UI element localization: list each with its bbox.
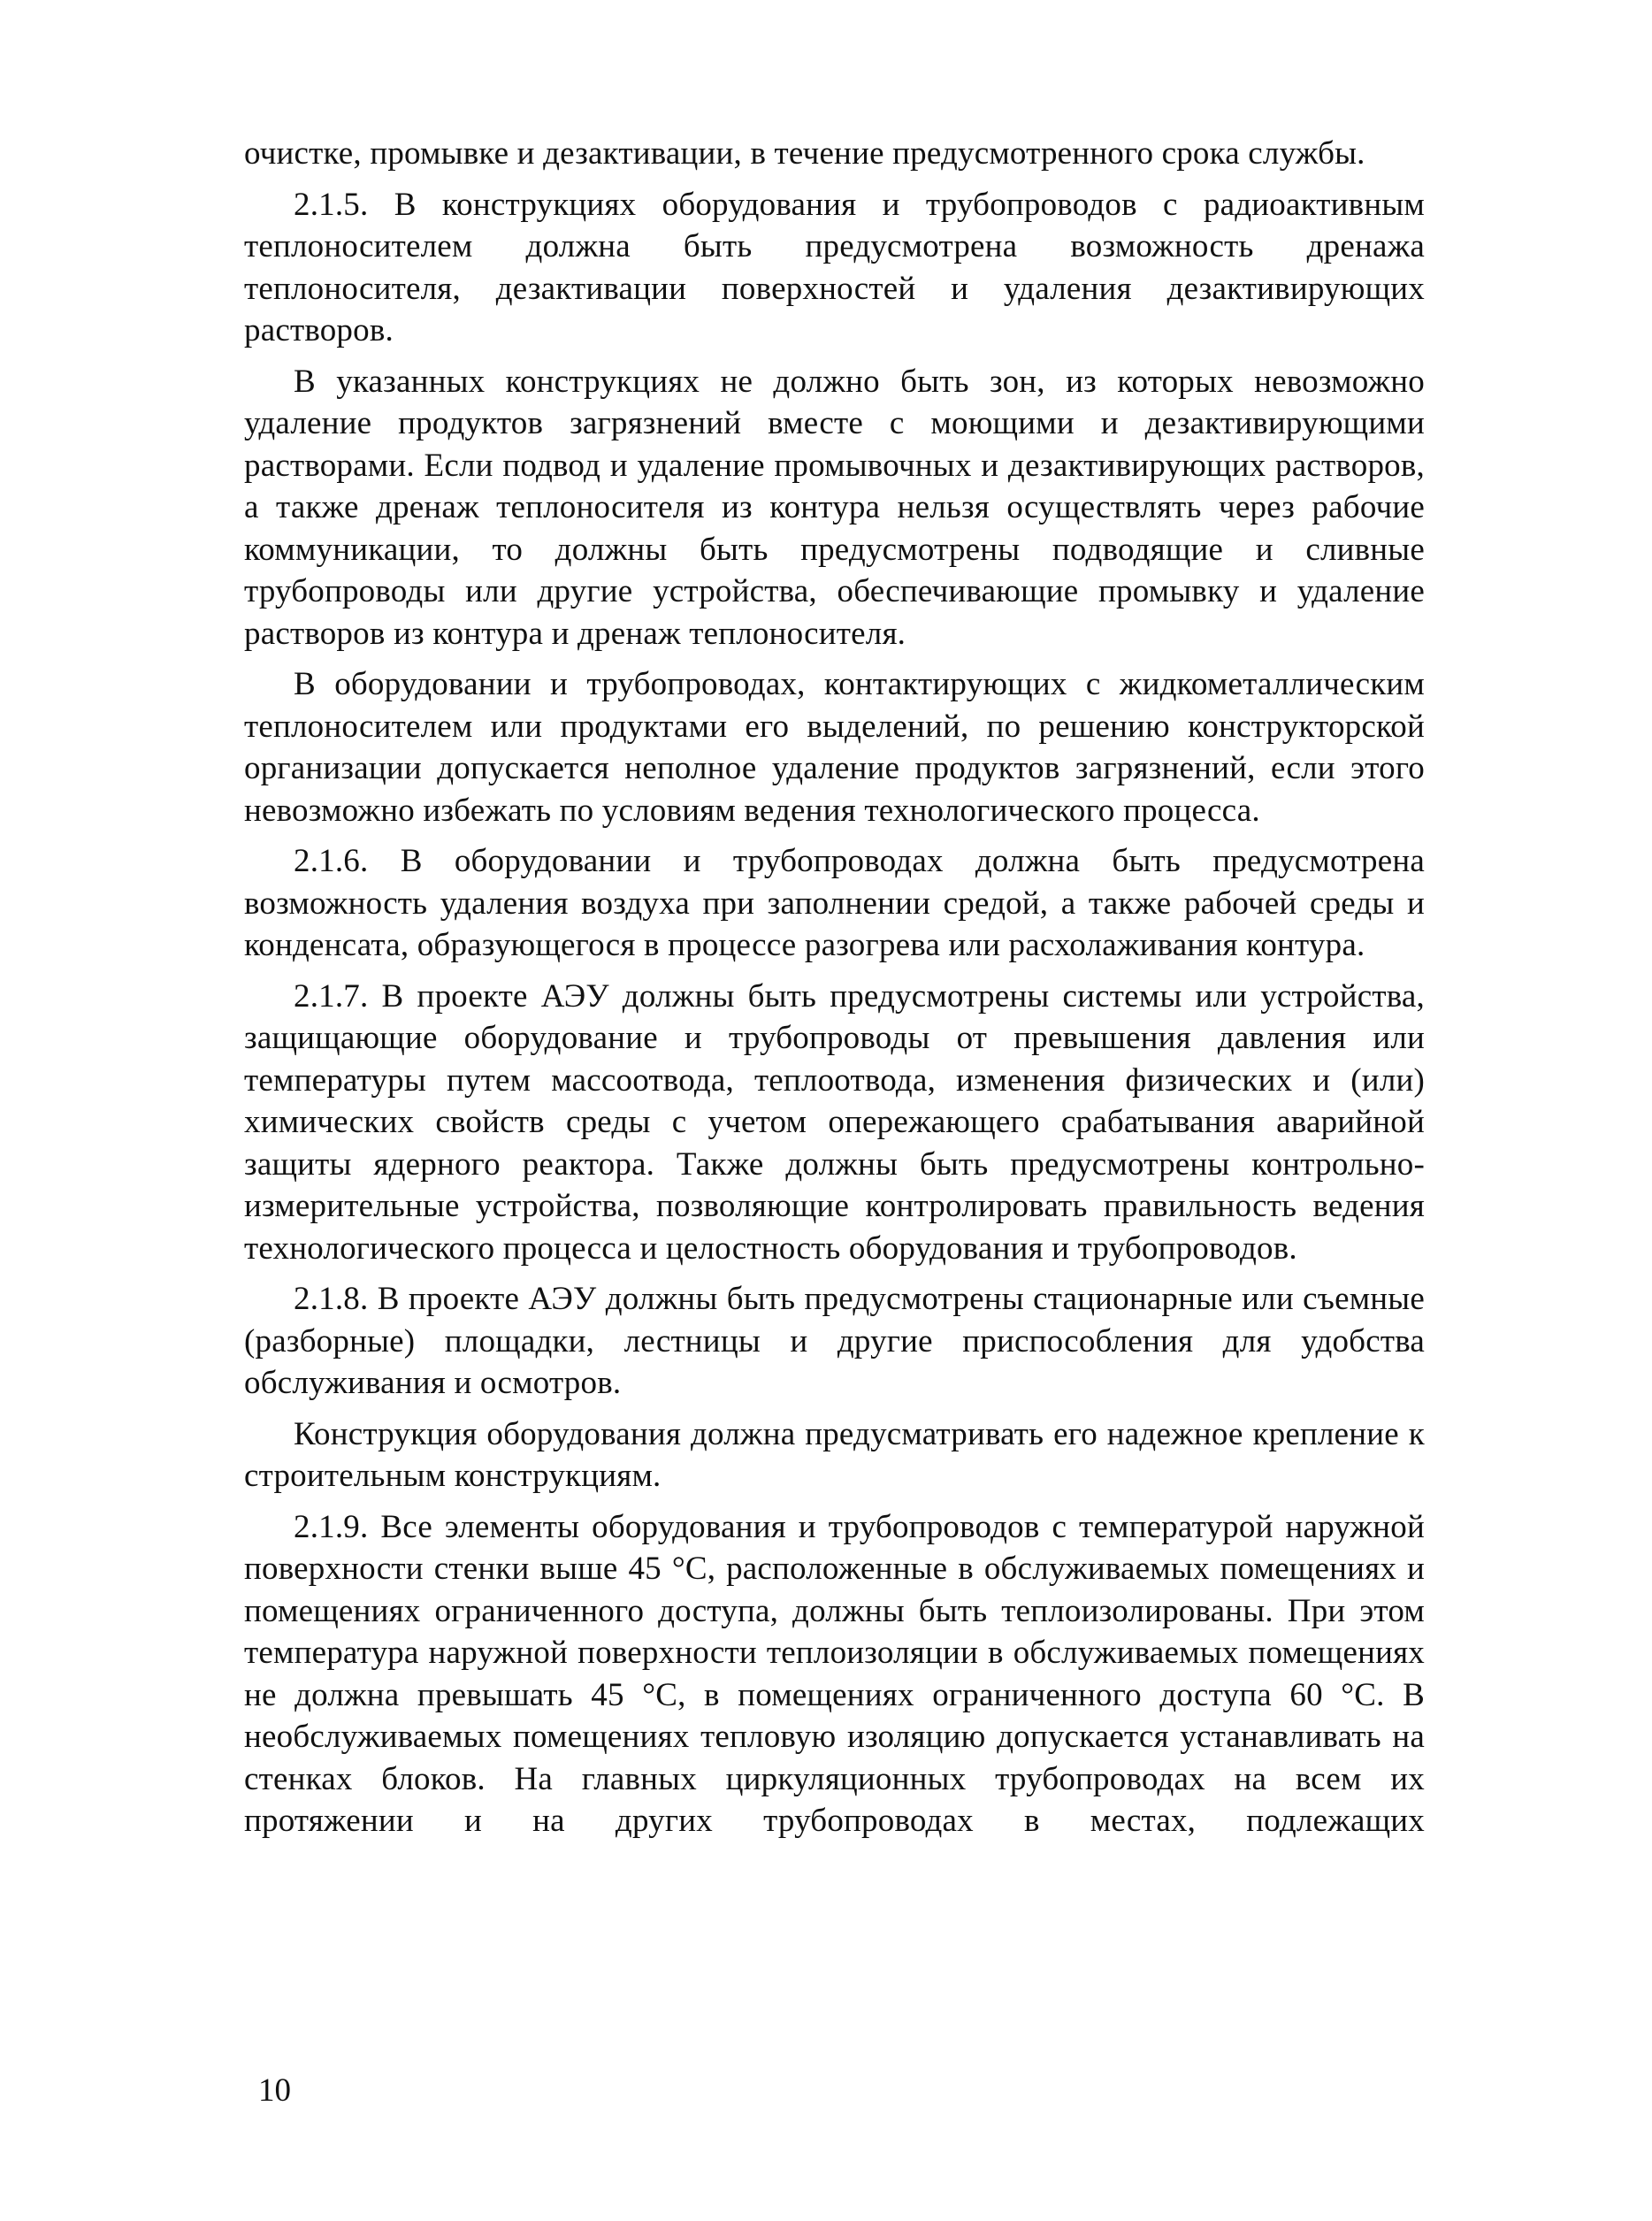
- page-number: 10: [258, 2072, 291, 2109]
- paragraph-2-1-6: 2.1.6. В оборудовании и трубопроводах должна быть предусмотрена возможность удаления воздуха при заполнении средой, а также рабочей среды и конденсата, образующегося в процессе разогрева или расхолаживания контура.: [244, 843, 1425, 963]
- paragraph-2-1-8: 2.1.8. В проекте АЭУ должны быть предусмотрены стационарные или съемные (разборные) площадки, лестницы и другие приспособления для удобства обслуживания и осмотров.: [244, 1281, 1425, 1401]
- paragraph-2-1-7: 2.1.7. В проекте АЭУ должны быть предусмотрены системы или устройства, защищающие оборудование и трубопроводы от превышения давления или температуры путем массоотвода, теплоотвода, изменения физических и (или) химических свойств среды с учетом опережающего срабатывания аварийной защиты ядерного реактора. Также должны быть предусмотрены контрольно-измерительные устройства, позволяющие контролировать правильность ведения технологического процесса и целостность оборудования и трубопроводов.: [244, 977, 1425, 1267]
- paragraph-liquid-metal: В оборудовании и трубопроводах, контактирующих с жидкометаллическим теплоносителем или продуктами его выделений, по решению конструкторской организации допускается неполное удаление продуктов загрязнений, если этого невозможно избежать по условиям ведения технологического процесса.: [244, 666, 1425, 829]
- paragraph-2-1-5: 2.1.5. В конструкциях оборудования и трубопроводов с радиоактивным теплоносителем должна быть предусмотрена возможность дренажа теплоносителя, дезактивации поверхностей и удаления дезактивирующих растворов.: [244, 186, 1425, 348]
- paragraph-zones: В указанных конструкциях не должно быть зон, из которых невозможно удаление продуктов загрязнений вместе с моющими и дезактивирующими растворами. Если подвод и удаление промывочных и дезактивирующих растворов, а также дренаж теплоносителя из контура нельзя осуществлять через рабочие коммуникации, то должны быть предусмотрены подводящие и сливные трубопроводы или другие устройства, обеспечивающие промывку и удаление растворов из контура и дренаж теплоносителя.: [244, 363, 1425, 652]
- paragraph-continuation: очистке, промывке и дезактивации, в течение предусмотренного срока службы.: [244, 135, 1365, 172]
- paragraph-mounting: Конструкция оборудования должна предусматривать его надежное крепление к строительным конструкциям.: [244, 1415, 1425, 1494]
- paragraph-2-1-9: 2.1.9. Все элементы оборудования и трубопроводов с температурой наружной поверхности стенки выше 45 °С, расположенные в обслуживаемых помещениях и помещениях ограниченного доступа, должны быть теплоизолированы. При этом температура наружной поверхности теплоизоляции в обслуживаемых помещениях не должна превышать 45 °С, в помещениях ограниченного доступа 60 °С. В необслуживаемых помещениях тепловую изоляцию допускается устанавливать на стенках блоков. На главных циркуляционных трубопроводах на всем их протяжении и на других трубопроводах в местах, подлежащих: [244, 1508, 1425, 1839]
- page-text: [244, 133, 1425, 1851]
